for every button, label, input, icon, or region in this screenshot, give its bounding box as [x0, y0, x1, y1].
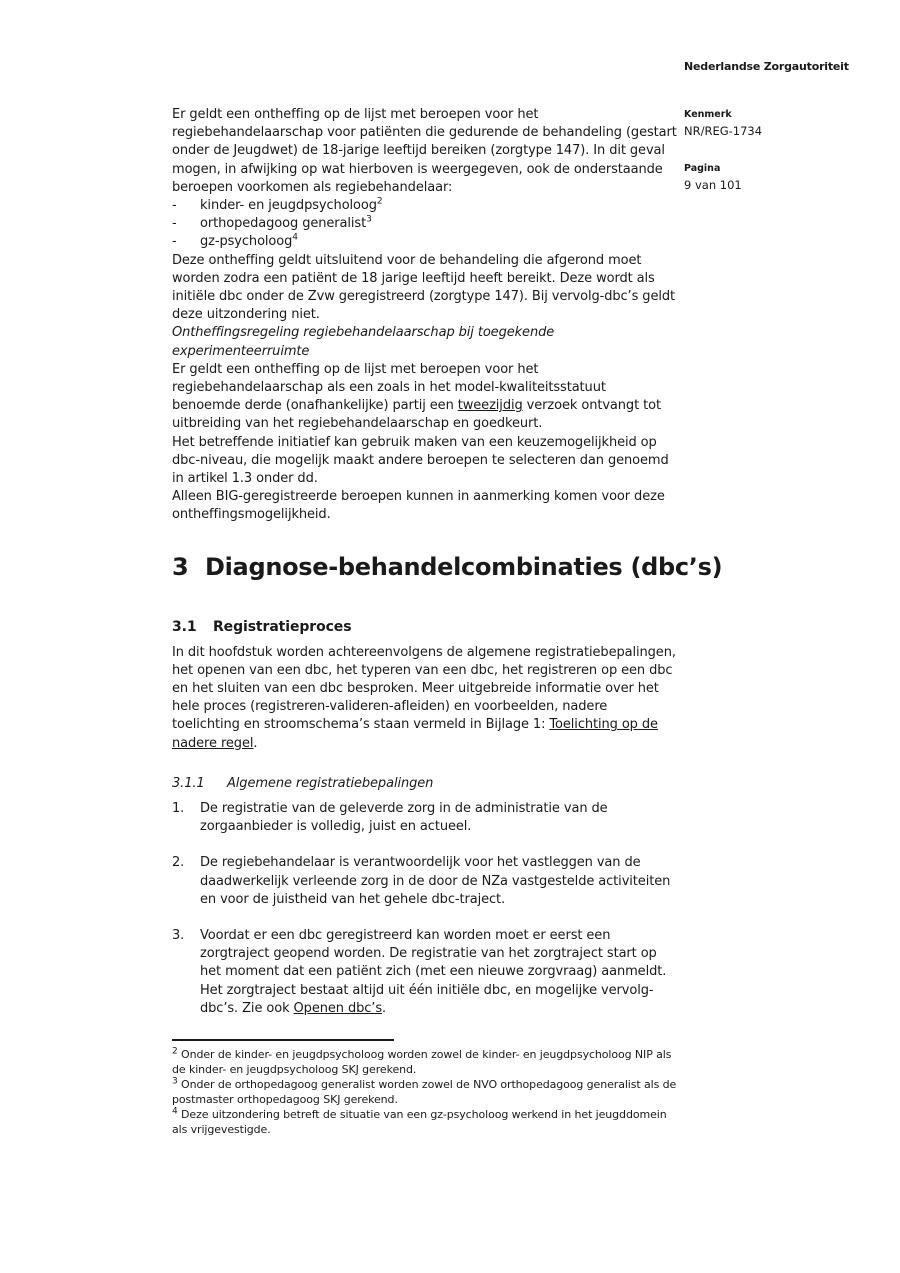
paragraph-big-registratie: Alleen BIG-geregistreerde beroepen kunnen in aanmerking komen voor deze ontheffingsmogelijkheid. [172, 489, 665, 523]
paragraph-text: Er geldt een ontheffing op de lijst met beroepen voor het regiebehandelaarschap als een zoals in het model-kwaliteitsstatuut benoemde derde (onafhankelijke) partij een [172, 361, 606, 414]
org-name: Nederlandse Zorgautoriteit [684, 60, 849, 73]
paragraph-experimenteerruimte [172, 361, 678, 434]
footnote-marker: 3 [172, 1076, 178, 1087]
dash-bullet: - [172, 234, 177, 250]
section-title: Algemene registratiebepalingen [227, 775, 434, 791]
list-item-text [200, 197, 383, 215]
dash-bullet: - [172, 216, 177, 232]
footnote-text: Onder de orthopedagoog generalist worden zowel de NVO orthopedagoog generalist als de postmaster orthopedagoog SKJ gerekend. [172, 1077, 677, 1106]
rule-text [200, 927, 678, 1018]
footnote-divider [172, 1039, 394, 1041]
paragraph-text: . [253, 735, 258, 751]
rule-text-pre: Voordat er een dbc geregistreerd kan worden moet er eerst een zorgtraject geopend worden. De registratie van het zorgtraject start op het moment dat een patiënt zich (met een nieuwe zorgvraag) aanmeldt. Het zorgtraject bestaat altijd uit één initiële dbc, en mogelijke vervolg-dbc’s. Zie ook [200, 927, 667, 1016]
rule-item [172, 800, 678, 836]
meta-sidebar [684, 109, 762, 192]
toelichting-link[interactable]: Toelichting op de nadere regel [172, 717, 658, 751]
chapter-title: Diagnose-behandelcombinaties (dbc’s) [205, 552, 723, 581]
chapter-heading [172, 552, 723, 582]
pagina-value: 9 van 101 [684, 178, 742, 192]
rule-number: 3. [172, 927, 185, 943]
profession-name: gz-psycholoog [200, 234, 293, 250]
rule-item [172, 927, 678, 1018]
paragraph-hoofdstuk-overzicht [172, 644, 678, 753]
footnote-ref: 2 [376, 196, 383, 207]
footnote-marker: 4 [172, 1106, 178, 1117]
kenmerk-label: Kenmerk [684, 109, 732, 120]
footnote [172, 1107, 678, 1137]
list-item-text [200, 215, 372, 233]
footnote-ref: 4 [292, 233, 298, 244]
list-item [172, 215, 678, 233]
paragraph-text: verzoek ontvangt tot uitbreiding van het regiebehandelaarschap en goedkeurt. [172, 398, 661, 432]
footnote-text: Deze uitzondering betreft de situatie van een gz-psycholoog werkend in het jeugddomein als vrijgevestigde. [172, 1107, 667, 1136]
paragraph-text: In dit hoofdstuk worden achtereenvolgens de algemene registratiebepalingen, het openen van een dbc, het typeren van een dbc, het registreren op een dbc en het sluiten van een dbc besproken. Meer uitgebreide informatie over het hele proces (registreren-valideren-afleiden) en voorbeelden, nadere toelichting en stroomschema’s staan vermeld in Bijlage 1: [172, 644, 676, 733]
list-item [172, 233, 678, 251]
footnote [172, 1077, 678, 1107]
section-title: Registratieproces [213, 618, 352, 635]
footnote [172, 1047, 678, 1077]
rule-text: De registratie van de geleverde zorg in de administratie van de zorgaanbieder is volledig, juist en actueel. [200, 800, 608, 835]
rule-number: 1. [172, 800, 185, 816]
footnote-marker: 2 [172, 1046, 178, 1057]
paragraph-initiatief: Het betreffende initiatief kan gebruik maken van een keuzemogelijkheid op dbc-niveau, die mogelijk maakt andere beroepen te selecteren dan genoemd in artikel 1.3 onder dd. [172, 434, 669, 487]
profession-name: orthopedagoog generalist [200, 216, 367, 232]
emphasis-underline: tweezijdig [457, 398, 523, 414]
chapter-number: 3 [172, 552, 189, 581]
section-number: 3.1 [172, 618, 197, 635]
rule-number: 2. [172, 855, 185, 871]
profession-list [172, 197, 678, 252]
rule-item [172, 854, 678, 909]
list-item-text [200, 233, 298, 251]
numbered-rules [172, 800, 678, 1018]
footnote-text: Onder de kinder- en jeugdpsycholoog worden zowel de kinder- en jeugdpsycholoog NIP als de kinder- en jeugdpsycholoog SKJ gerekend. [172, 1047, 672, 1076]
profession-name: kinder- en jeugdpsycholoog [200, 198, 377, 214]
paragraph-ontheffing-intro: Er geldt een ontheffing op de lijst met beroepen voor het regiebehandelaarschap voor patiënten die gedurende de behandeling (gestart onder de Jeugdwet) de 18-jarige leeftijd bereiken (zorgtype 147). In dit geval mogen, in afwijking op wat hierboven is weergegeven, ook de onderstaande beroepen voorkomen als regiebehandelaar: [172, 107, 677, 195]
footnotes [172, 1047, 678, 1137]
dash-bullet: - [172, 198, 177, 214]
footnote-ref: 3 [366, 214, 372, 225]
subheading-ontheffingsregeling: Ontheffingsregeling regiebehandelaarschap bij toegekende experimenteerruimte [172, 325, 555, 359]
paragraph-ontheffing-scope: Deze ontheffing geldt uitsluitend voor de behandeling die afgerond moet worden zodra een patiënt de 18 jarige leeftijd heeft bereikt. Deze wordt als initiële dbc onder de Zvw geregistreerd (zorgtype 147). Bij vervolg-dbc’s geldt deze uitzondering niet. [172, 252, 676, 323]
section-number: 3.1.1 [172, 775, 205, 791]
section-heading-3-1 [172, 618, 678, 636]
rule-text: De regiebehandelaar is verantwoordelijk voor het vastleggen van de daadwerkelijk verleende zorg in de door de NZa vastgestelde activiteiten en voor de juistheid van het gehele dbc-traject. [200, 855, 671, 907]
openen-dbcs-link[interactable]: Openen dbc’s [293, 1000, 382, 1016]
list-item [172, 197, 678, 215]
pagina-label: Pagina [684, 163, 721, 174]
kenmerk-value: NR/REG-1734 [684, 124, 763, 138]
section-heading-3-1-1 [172, 775, 678, 793]
rule-text-post: . [382, 1000, 387, 1016]
